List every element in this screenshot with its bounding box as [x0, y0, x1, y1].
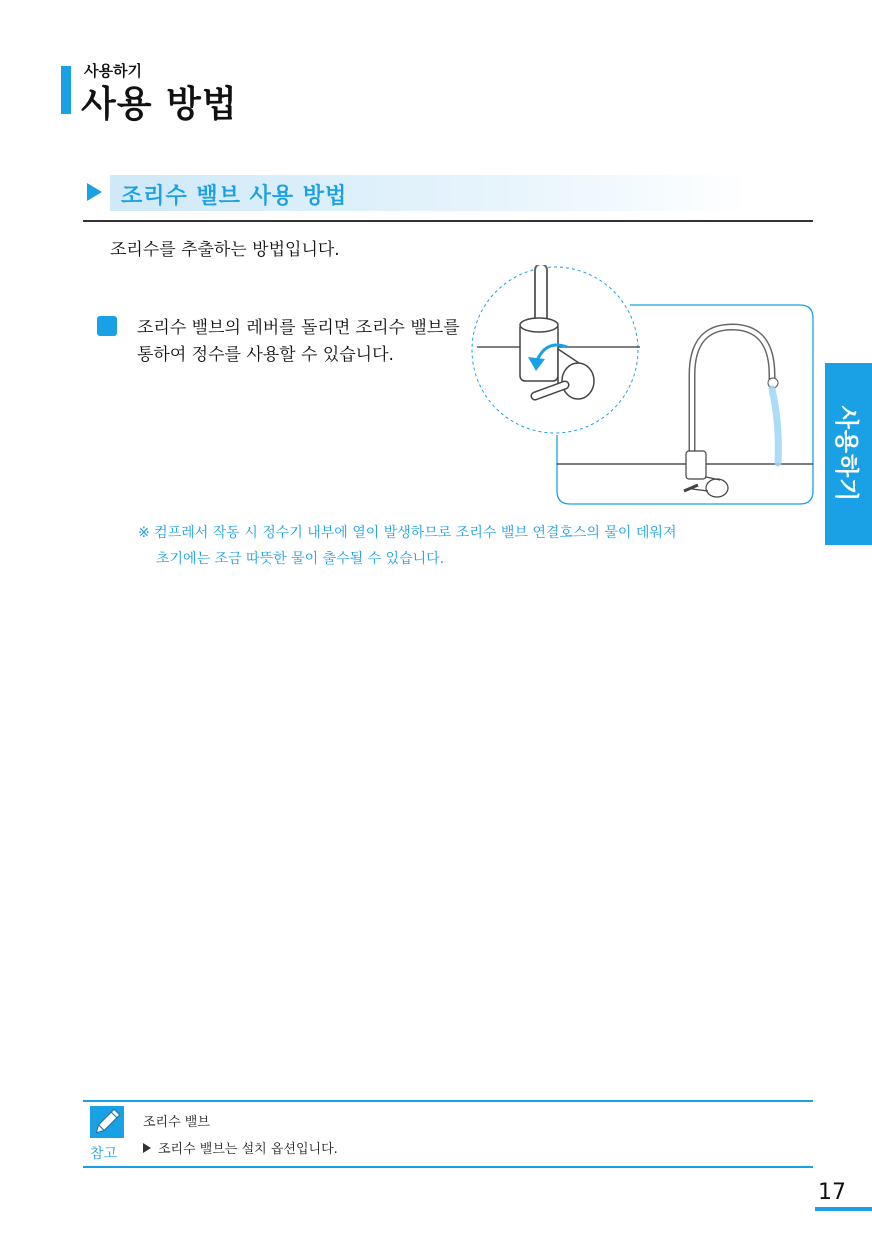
- bullet-line-1: 조리수 밸브의 레버를 돌리면 조리수 밸브를: [137, 318, 460, 338]
- intro-text: 조리수를 추출하는 방법입니다.: [110, 240, 340, 260]
- note-line-1: ※ 컴프레서 작동 시 정수기 내부에 열이 발생하므로 조리수 밸브 연결호스의 물이 데워져: [138, 525, 677, 541]
- bullet-square-icon: [97, 316, 117, 336]
- footnote-bottom-rule: [83, 1166, 813, 1168]
- footnote-bullet-icon: [143, 1143, 151, 1153]
- bullet-line-2: 통하여 정수를 사용할 수 있습니다.: [137, 345, 394, 365]
- page-number: 17: [818, 1180, 846, 1205]
- section-triangle-icon: [87, 183, 102, 201]
- note-line-2: 초기에는 조금 따뜻한 물이 출수될 수 있습니다.: [156, 551, 445, 567]
- title-accent-bar: [61, 66, 71, 114]
- caution-note: [138, 520, 676, 572]
- footnote-label: 참고: [90, 1146, 118, 1162]
- pencil-note-icon: [90, 1106, 124, 1138]
- side-tab[interactable]: [825, 363, 872, 545]
- section-subtitle: 사용하기: [84, 62, 142, 80]
- footnote-heading: 조리수 밸브: [143, 1115, 210, 1130]
- section-divider: [83, 220, 813, 222]
- bullet-text: [137, 315, 460, 369]
- footnote-item: 조리수 밸브는 설치 옵션입니다.: [158, 1142, 338, 1157]
- side-tab-label: 사용하기: [832, 405, 860, 503]
- page-title: 사용 방법: [81, 84, 238, 125]
- footnote-top-rule: [83, 1100, 813, 1102]
- faucet-illustration: [470, 265, 815, 510]
- section-heading: 조리수 밸브 사용 방법: [121, 184, 348, 209]
- page-number-underline: [815, 1207, 872, 1211]
